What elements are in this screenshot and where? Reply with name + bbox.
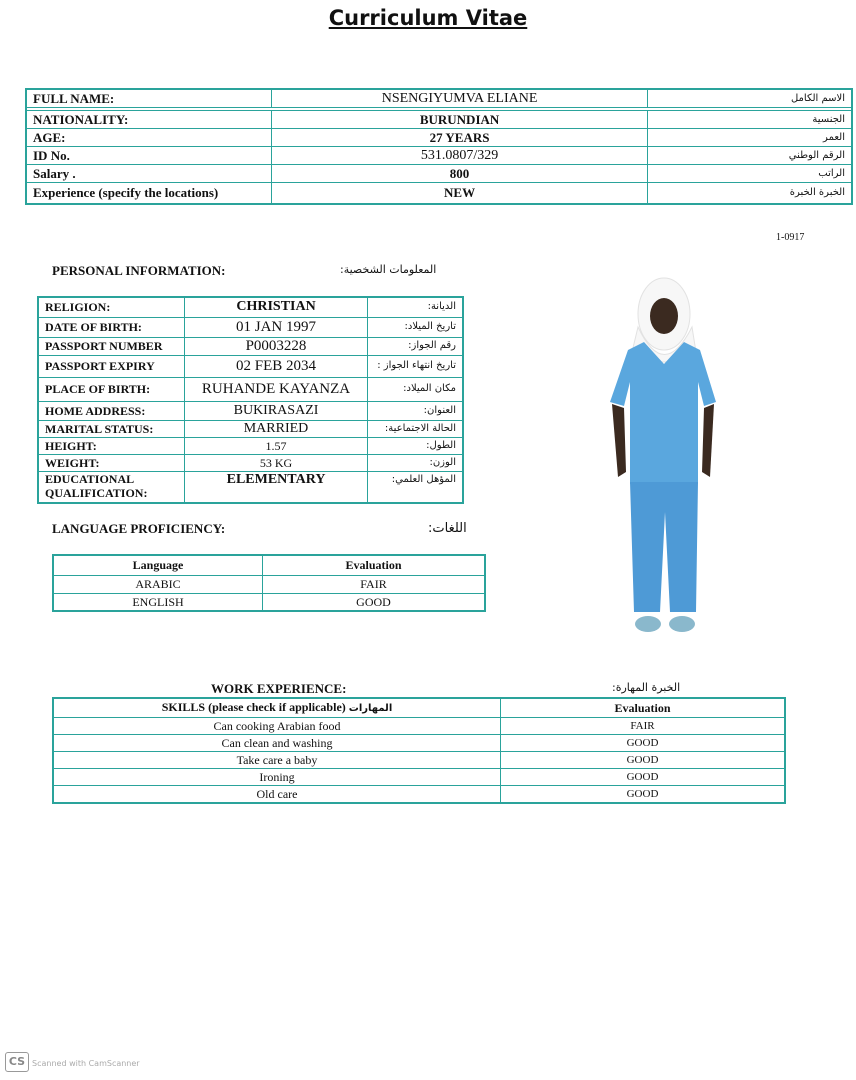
table-row — [38, 377, 463, 401]
reference-code: 1-0917 — [776, 232, 805, 243]
table-row — [53, 555, 485, 575]
personal-info-heading-arabic: المعلومات الشخصية: — [340, 263, 437, 276]
nationality-label: NATIONALITY: — [26, 111, 272, 129]
language-eval: GOOD — [263, 593, 486, 611]
passport-expiry-label: PASSPORT EXPIRY — [38, 355, 185, 377]
place-of-birth-label: PLACE OF BIRTH: — [38, 377, 185, 401]
experience-label: Experience (specify the locations) — [26, 183, 272, 205]
table-row — [38, 437, 463, 454]
table-row — [53, 718, 785, 735]
age-value: 27 YEARS — [272, 129, 647, 147]
marital-status-label: MARITAL STATUS: — [38, 420, 185, 437]
skill-name: Old care — [53, 786, 501, 804]
skill-eval: FAIR — [501, 718, 786, 735]
weight-label: WEIGHT: — [38, 454, 185, 471]
height-label: HEIGHT: — [38, 437, 185, 454]
place-of-birth-arabic: مكان الميلاد: — [367, 377, 463, 401]
passport-number-arabic: رقم الجواز: — [367, 337, 463, 355]
camscanner-text: Scanned with CamScanner — [32, 1059, 140, 1068]
skills-col-header — [53, 698, 501, 718]
skills-header-arabic: المهارات — [348, 703, 393, 714]
personal-info-heading: PERSONAL INFORMATION: — [52, 263, 226, 278]
passport-expiry-value: 02 FEB 2034 — [185, 355, 368, 377]
weight-arabic: الوزن: — [367, 454, 463, 471]
dob-arabic: تاريخ الميلاد: — [367, 317, 463, 337]
home-address-label: HOME ADDRESS: — [38, 401, 185, 420]
table-row — [38, 355, 463, 377]
camscanner-logo: CS — [5, 1052, 29, 1072]
applicant-photo — [600, 272, 725, 642]
id-label: ID No. — [26, 147, 272, 165]
table-row — [26, 89, 852, 108]
language-heading: LANGUAGE PROFICIENCY: — [52, 521, 226, 536]
work-eval-col-header: Evaluation — [501, 698, 786, 718]
religion-label: RELIGION: — [38, 297, 185, 317]
skill-eval: GOOD — [501, 769, 786, 786]
table-row — [53, 735, 785, 752]
salary-arabic: الراتب — [647, 165, 852, 183]
table-row — [53, 698, 785, 718]
table-row — [38, 401, 463, 420]
skill-name: Can cooking Arabian food — [53, 718, 501, 735]
work-heading: WORK EXPERIENCE: — [211, 681, 347, 696]
skill-eval: GOOD — [501, 752, 786, 769]
work-table — [52, 697, 786, 804]
scrub-trousers — [630, 482, 698, 612]
education-arabic: المؤهل العلمي: — [367, 471, 463, 503]
marital-status-arabic: الحالة الاجتماعية: — [367, 420, 463, 437]
experience-arabic: الخبرة الخبرة — [647, 183, 852, 205]
dob-label: DATE OF BIRTH: — [38, 317, 185, 337]
table-row — [26, 129, 852, 147]
language-eval: FAIR — [263, 575, 486, 593]
scrub-top — [610, 342, 716, 484]
height-arabic: الطول: — [367, 437, 463, 454]
passport-number-label: PASSPORT NUMBER — [38, 337, 185, 355]
full-name-value: NSENGIYUMVA ELIANE — [272, 89, 647, 108]
language-heading-arabic: اللغات: — [428, 521, 467, 536]
skill-name: Ironing — [53, 769, 501, 786]
religion-arabic: الديانة: — [367, 297, 463, 317]
id-arabic: الرقم الوطني — [647, 147, 852, 165]
language-table — [52, 554, 486, 612]
face — [650, 298, 678, 334]
skill-name: Take care a baby — [53, 752, 501, 769]
language-name: ARABIC — [53, 575, 263, 593]
table-row — [53, 769, 785, 786]
table-row — [53, 786, 785, 804]
evaluation-col-header: Evaluation — [263, 555, 486, 575]
nationality-arabic: الجنسية — [647, 111, 852, 129]
experience-value: NEW — [272, 183, 647, 205]
header-table — [25, 88, 853, 205]
religion-value: CHRISTIAN — [185, 297, 368, 317]
table-row — [26, 165, 852, 183]
home-address-arabic: العنوان: — [367, 401, 463, 420]
table-row — [26, 183, 852, 205]
id-value: 531.0807/329 — [272, 147, 647, 165]
education-label: EDUCATIONAL QUALIFICATION: — [38, 471, 185, 503]
full-name-label: FULL NAME: — [26, 89, 272, 108]
home-address-value: BUKIRASAZI — [185, 401, 368, 420]
table-row — [38, 297, 463, 317]
passport-expiry-arabic: تاريخ انتهاء الجواز : — [367, 355, 463, 377]
age-arabic: العمر — [647, 129, 852, 147]
table-row — [53, 752, 785, 769]
work-heading-arabic: الخبرة المهارة: — [612, 681, 681, 694]
skills-header-label: SKILLS (please check if applicable) — [161, 700, 346, 714]
table-row — [53, 593, 485, 611]
table-row — [26, 147, 852, 165]
table-row — [38, 454, 463, 471]
table-row — [53, 575, 485, 593]
language-col-header: Language — [53, 555, 263, 575]
skill-name: Can clean and washing — [53, 735, 501, 752]
age-label: AGE: — [26, 129, 272, 147]
height-value: 1.57 — [185, 437, 368, 454]
personal-info-table — [37, 296, 464, 504]
passport-number-value: P0003228 — [185, 337, 368, 355]
salary-value: 800 — [272, 165, 647, 183]
marital-status-value: MARRIED — [185, 420, 368, 437]
table-row — [38, 471, 463, 503]
table-row — [38, 337, 463, 355]
table-row — [38, 420, 463, 437]
place-of-birth-value: RUHANDE KAYANZA — [185, 377, 368, 401]
table-row — [26, 111, 852, 129]
full-name-arabic: الاسم الكامل — [647, 89, 852, 108]
document-title: Curriculum Vitae — [328, 6, 528, 30]
skill-eval: GOOD — [501, 786, 786, 804]
nationality-value: BURUNDIAN — [272, 111, 647, 129]
skill-eval: GOOD — [501, 735, 786, 752]
salary-label: Salary . — [26, 165, 272, 183]
dob-value: 01 JAN 1997 — [185, 317, 368, 337]
weight-value: 53 KG — [185, 454, 368, 471]
table-row — [38, 317, 463, 337]
language-name: ENGLISH — [53, 593, 263, 611]
education-value: ELEMENTARY — [185, 471, 368, 503]
